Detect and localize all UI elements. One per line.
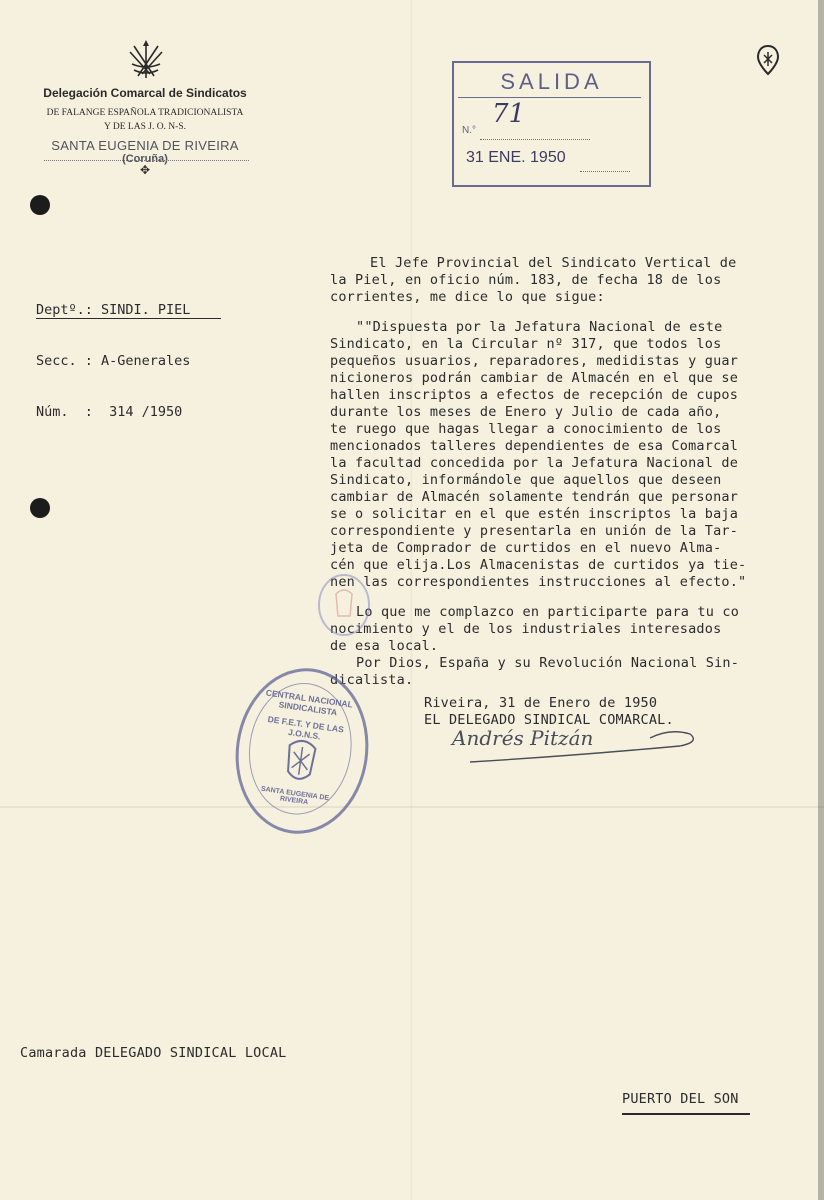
- addressee-recipient: Camarada DELEGADO SINDICAL LOCAL: [20, 1045, 287, 1061]
- reference-section: Secc. : A-Generales: [36, 353, 191, 369]
- seal-text-top: CENTRAL NACIONAL SINDICALISTA: [265, 687, 354, 718]
- intro-line: El Jefe Provincial del Sindicato Vertical de: [370, 255, 737, 271]
- pin-emblem-icon: [756, 44, 780, 76]
- intro-line: corrientes, me dice lo que sigue:: [330, 289, 605, 305]
- quote-line: pequeños usuarios, reparadores, medidistas y guar: [330, 353, 739, 369]
- closing-line: de esa local.: [330, 638, 439, 654]
- closing-line: dicalista.: [330, 672, 414, 688]
- closing-line: Por Dios, España y su Revolución Nacional Sin-: [356, 655, 740, 671]
- reference-number: Núm. : 314 /1950: [36, 404, 183, 420]
- seal-text-bottom: SANTA EUGENIA DE RIVEIRA: [260, 785, 330, 807]
- signature-flourish: [450, 728, 710, 768]
- yoke-arrows-emblem-icon: [126, 40, 166, 84]
- quote-line: durante los meses de Enero y Julio de cada año,: [330, 404, 722, 420]
- place-date: Riveira, 31 de Enero de 1950: [424, 695, 658, 711]
- salida-stamp: [452, 61, 651, 187]
- letterhead-town: SANTA EUGENIA DE RIVEIRA: [51, 138, 239, 153]
- quote-line: hallen inscriptos a efectos de recepción de cupos: [330, 387, 739, 403]
- seal-text-mid: DE F.E.T. Y DE LAS J.O.N.S.: [267, 713, 345, 742]
- addressee-destination: PUERTO DEL SON: [622, 1091, 739, 1107]
- reference-department: Deptº.: SINDI. PIEL: [36, 302, 191, 318]
- salida-date: 31 ENE. 1950: [466, 149, 566, 166]
- reference-underline: [36, 318, 221, 319]
- quote-line: se o solicitar en el que estén inscriptos la baja: [330, 506, 739, 522]
- quote-line: cén que elija.Los Almacenistas de curtidos ya tie-: [330, 557, 747, 573]
- closing-line: nocimiento y el de los industriales interesados: [330, 621, 722, 637]
- destination-underline: [622, 1113, 750, 1115]
- salida-number-label: N.°: [462, 125, 476, 136]
- salida-title: SALIDA: [500, 69, 603, 94]
- quote-line: la facultad concedida por la Jefatura Nacional de: [330, 455, 739, 471]
- signature: Andrés Pitzán: [452, 726, 594, 750]
- page-edge: [818, 0, 824, 1200]
- quote-line: cambiar de Almacén solamente tendrán que personar: [330, 489, 739, 505]
- quote-line: ""Dispuesta por la Jefatura Nacional de este: [356, 319, 723, 335]
- quote-line: correspondiente y presentarla en unión de la Tar-: [330, 523, 739, 539]
- letterhead: [30, 86, 260, 177]
- quote-line: nicioneros podrán cambiar de Almacén en el que se: [330, 370, 739, 386]
- punch-hole: [30, 498, 50, 518]
- seal-emblem-icon: [278, 734, 323, 789]
- letterhead-subtitle-1: DE FALANGE ESPAÑOLA TRADICIONALISTA: [46, 108, 244, 118]
- quote-line: nen las correspondientes instrucciones al efecto.": [330, 574, 747, 590]
- salida-number: 71: [492, 99, 526, 129]
- letterhead-title: Delegación Comarcal de Sindicatos: [43, 86, 247, 100]
- letterhead-subtitle-2: Y DE LAS J. O. N-S.: [104, 122, 186, 132]
- faint-stamp-icon: [316, 572, 372, 638]
- quote-line: te ruego que hagas llegar a conocimiento de los: [330, 421, 722, 437]
- paper-fold: [0, 806, 824, 808]
- punch-hole: [30, 195, 50, 215]
- quote-line: Sindicato, en la Circular nº 317, que todos los: [330, 336, 722, 352]
- closing-line: Lo que me complazco en participarte para tu co: [356, 604, 740, 620]
- letterhead-divider: [44, 160, 249, 161]
- ornament-icon: ✥: [139, 163, 151, 177]
- quote-line: Sindicato, informándole que aquellos que deseen: [330, 472, 722, 488]
- quote-line: jeta de Comprador de curtidos en el nuevo Alma-: [330, 540, 722, 556]
- letterhead-province: (Coruña): [122, 153, 168, 165]
- reference-block: [36, 268, 190, 455]
- intro-line: la Piel, en oficio núm. 183, de fecha 18 de los: [330, 272, 722, 288]
- signer-title: EL DELEGADO SINDICAL COMARCAL.: [424, 712, 674, 728]
- quote-line: mencionados talleres dependientes de esa Comarcal: [330, 438, 739, 454]
